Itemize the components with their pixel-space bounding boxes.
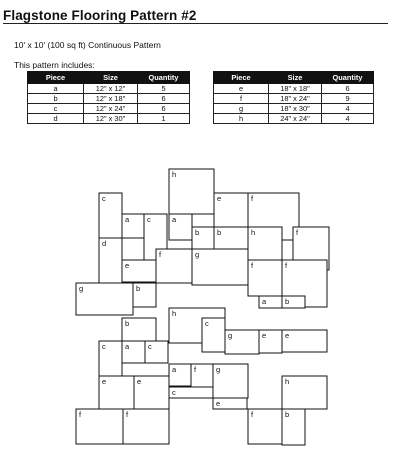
col-header-size: Size [269,72,322,84]
tile-label: f [251,410,254,419]
cell-piece: h [214,114,269,124]
tile-label: g [79,284,84,293]
page-title: Flagstone Flooring Pattern #2 [3,8,197,23]
pattern-tile [169,364,191,386]
cell-piece: b [28,94,84,104]
tile-label: e [216,399,221,408]
pattern-tile [202,318,225,352]
col-header-quantity: Quantity [138,72,190,84]
pattern-tile [282,409,305,445]
pattern-tile [76,409,123,444]
pattern-tile [134,376,169,411]
col-header-piece: Piece [28,72,84,84]
tile-label: b [285,410,290,419]
pattern-tile [122,341,145,363]
pattern-tile [133,283,156,307]
pattern-tile [99,193,122,238]
includes-label: This pattern includes: [14,60,95,70]
tile-label: g [228,331,233,340]
cell-quantity: 9 [322,94,374,104]
tile-label: e [217,194,222,203]
tile-label: g [195,250,200,259]
cell-quantity: 4 [322,114,374,124]
tile-label: c [172,388,176,397]
tile-label: h [172,309,177,318]
tile-outline [76,409,123,444]
tile-outline [76,283,133,315]
pattern-tile [192,249,248,285]
col-header-piece: Piece [214,72,269,84]
cell-quantity: 6 [322,84,374,94]
cell-quantity: 1 [138,114,190,124]
tile-label: a [172,215,177,224]
tile-label: h [251,228,256,237]
tile-label: f [79,410,82,419]
pattern-tile [214,227,248,249]
tile-label: b [195,228,200,237]
tile-label: f [285,261,288,270]
pattern-tile [99,376,134,411]
col-header-quantity: Quantity [322,72,374,84]
pattern-tile [122,260,156,282]
cell-quantity: 4 [322,104,374,114]
tile-label: f [194,365,197,374]
pattern-tile [213,398,247,409]
tile-outline [192,249,248,285]
pattern-tile [169,214,192,240]
pattern-tile [76,283,133,315]
tile-label: f [251,194,254,203]
tile-label: d [102,239,107,248]
cell-piece: e [214,84,269,94]
tile-label: c [148,342,152,351]
tile-label: b [136,284,141,293]
pattern-tile [225,330,259,354]
cell-quantity: 5 [138,84,190,94]
cell-piece: a [28,84,84,94]
cell-quantity: 6 [138,94,190,104]
pattern-tile [122,318,156,341]
tile-label: a [125,215,130,224]
pattern-tile [122,214,144,238]
tile-label: g [216,365,221,374]
pattern-tile [248,409,282,444]
tile-label: c [102,342,106,351]
tile-label: b [125,319,130,328]
tile-outline [156,249,192,283]
cell-piece: c [28,104,84,114]
tile-label: b [217,228,222,237]
tile-label: c [205,319,209,328]
tile-label: a [125,342,130,351]
tile-label: c [147,215,151,224]
cell-piece: d [28,114,84,124]
cell-size: 12" x 30" [84,114,138,124]
tile-label: f [159,250,162,259]
cell-size: 18" x 30" [269,104,322,114]
tile-label: e [125,261,130,270]
cell-size: 12" x 24" [84,104,138,114]
pattern-tile [145,341,168,363]
cell-size: 12" x 18" [84,94,138,104]
tile-label: e [262,331,267,340]
pattern-tile [213,364,248,398]
pattern-tile [123,409,169,444]
tile-outline [248,260,282,296]
tile-outline [123,409,169,444]
cell-size: 18" x 18" [269,84,322,94]
pattern-subtitle: 10' x 10' (100 sq ft) Continuous Pattern [14,40,161,50]
cell-piece: g [214,104,269,114]
pattern-tile [169,169,214,214]
tile-label: e [137,377,142,386]
tile-label: f [296,228,299,237]
tile-label: b [285,297,290,306]
tile-label: e [102,377,107,386]
col-header-size: Size [84,72,138,84]
cell-size: 24" x 24" [269,114,322,124]
tile-outline [248,409,282,444]
tile-label: c [102,194,106,203]
pattern-tile [282,330,327,352]
tile-label: a [172,365,177,374]
cell-quantity: 6 [138,104,190,114]
pattern-tile [214,193,248,227]
pattern-tile [259,330,282,353]
pattern-tile [169,387,213,398]
tile-label: h [285,377,290,386]
pattern-tile [282,376,327,409]
pattern-tile [156,249,192,283]
pattern-tile [248,260,282,296]
tile-label: e [285,331,290,340]
tile-label: f [251,261,254,270]
tile-label: h [172,170,177,179]
pattern-tile [192,227,214,249]
cell-size: 18" x 24" [269,94,322,104]
pattern-tile [282,296,305,308]
tile-label: a [262,297,267,306]
tile-label: f [126,410,129,419]
pattern-tile [99,238,122,284]
pattern-tile [248,227,282,261]
cell-piece: f [214,94,269,104]
pattern-tile [191,364,213,387]
pattern-tile [259,296,282,308]
cell-size: 12" x 12" [84,84,138,94]
